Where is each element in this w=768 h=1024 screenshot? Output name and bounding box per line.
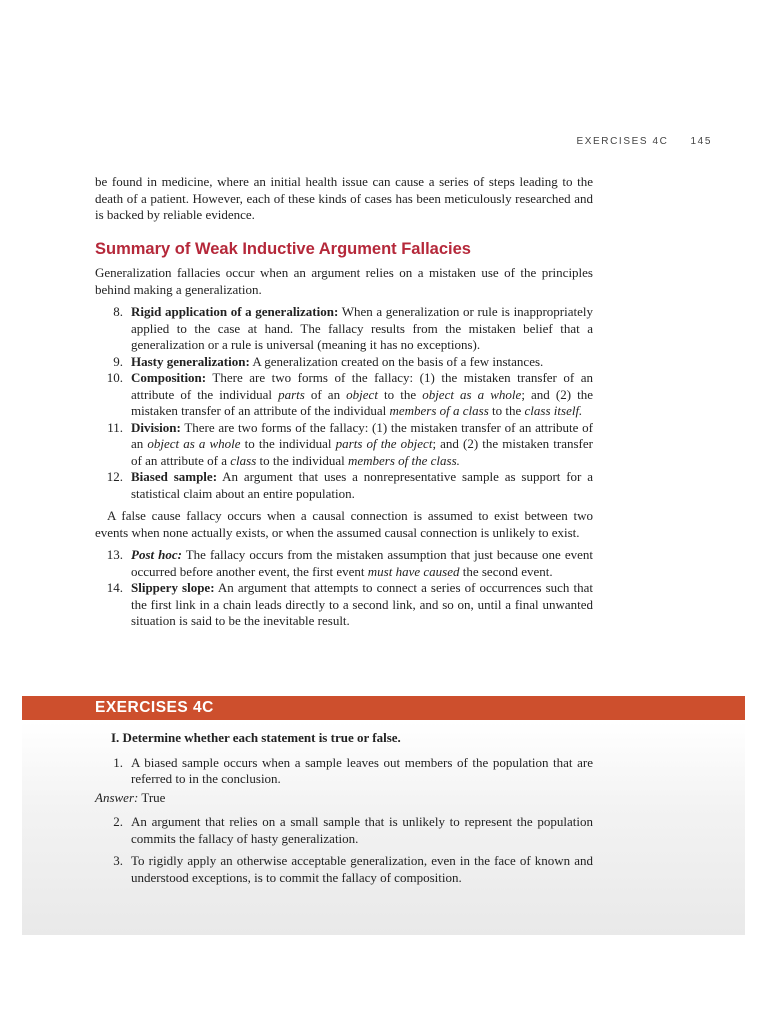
answer-line xyxy=(95,790,593,807)
list-item: 13. Post hoc: The fallacy occurs from the mistaken assumption that just because one event occurred before another event, the first event must have caused the second event. xyxy=(106,547,593,579)
answer-label: Answer: xyxy=(95,789,139,805)
fallacy-list xyxy=(95,304,593,502)
book-page xyxy=(22,92,745,935)
intro-paragraph: be found in medicine, where an initial health issue can cause a series of steps leading to the death of a patient. However, each of these kinds of cases has been meticulously researched and is backed by reliable evidence. xyxy=(95,174,593,222)
exercise-list xyxy=(95,755,593,788)
exercise-item: 2. An argument that relies on a small sample that is unlikely to represent the population commits the fallacy of hasty generalization. xyxy=(113,814,593,846)
term: Hasty generalization: xyxy=(131,353,250,369)
exercise-instruction: I. Determine whether each statement is true or false. xyxy=(111,730,401,745)
answer-value: True xyxy=(138,789,166,805)
exercises-content xyxy=(95,730,593,892)
exercise-item: 1. A biased sample occurs when a sample leaves out members of the population that are referred to in the conclusion. xyxy=(113,754,593,786)
list-item: 9. Hasty generalization: A generalization created on the basis of a few instances. xyxy=(113,353,544,369)
term: Post hoc: xyxy=(131,547,182,562)
list-item: 12. Biased sample: An argument that uses a nonrepresentative sample as support for a statistical claim about an entire population. xyxy=(106,469,594,501)
term: Slippery slope: xyxy=(131,580,215,595)
list-item: 10. Composition: There are two forms of the fallacy: (1) the mistaken transfer of an attribute of the individual parts of an object to the object as a whole; and (2) the mistaken transfer of an attribute of the individual members of a class to the class itself. xyxy=(106,370,593,418)
term: Composition: xyxy=(131,370,207,385)
fallacy-list-2 xyxy=(95,547,593,630)
exercise-list-2 xyxy=(95,814,593,886)
page-number: 145 xyxy=(690,136,712,147)
exercise-item: 3. To rigidly apply an otherwise acceptable generalization, even in the face of known and understood exceptions, is to commit the fallacy of composition. xyxy=(113,853,593,885)
term: Rigid application of a generalization: xyxy=(131,304,339,319)
list-item: 14. Slippery slope: An argument that attempts to connect a series of occurrences such that the first link in a chain leads directly to a second link, and so on, until a final unwanted situation is said to be the inevitable result. xyxy=(106,580,593,628)
summary-intro: Generalization fallacies occur when an argument relies on a mistaken use of the principles behind making a generalization. xyxy=(95,265,593,297)
main-text xyxy=(95,174,593,630)
section-heading: Summary of Weak Inductive Argument Fallacies xyxy=(95,239,471,258)
running-head-section: EXERCISES 4C xyxy=(576,136,669,147)
term: Division: xyxy=(131,419,181,435)
exercises-banner: EXERCISES 4C xyxy=(22,696,745,720)
false-cause-paragraph: A false cause fallacy occurs when a causal connection is assumed to exist between two events when none actually exists, or when the assumed causal connection is unlikely to exist. xyxy=(95,508,593,540)
list-item: 8. Rigid application of a generalization: When a generalization or rule is inappropriately applied to the case at hand. The fallacy results from the mistaken belief that a generalization or a rule is universal (meaning it has no exceptions). xyxy=(113,304,593,352)
list-item: 11. Division: There are two forms of the fallacy: (1) the mistaken transfer of an attribute of an object as a whole to the individual parts of the object; and (2) the mistaken transfer of an attribute of a class to the individual members of the class. xyxy=(107,419,593,468)
running-head xyxy=(576,136,712,147)
term: Biased sample: xyxy=(131,469,218,484)
